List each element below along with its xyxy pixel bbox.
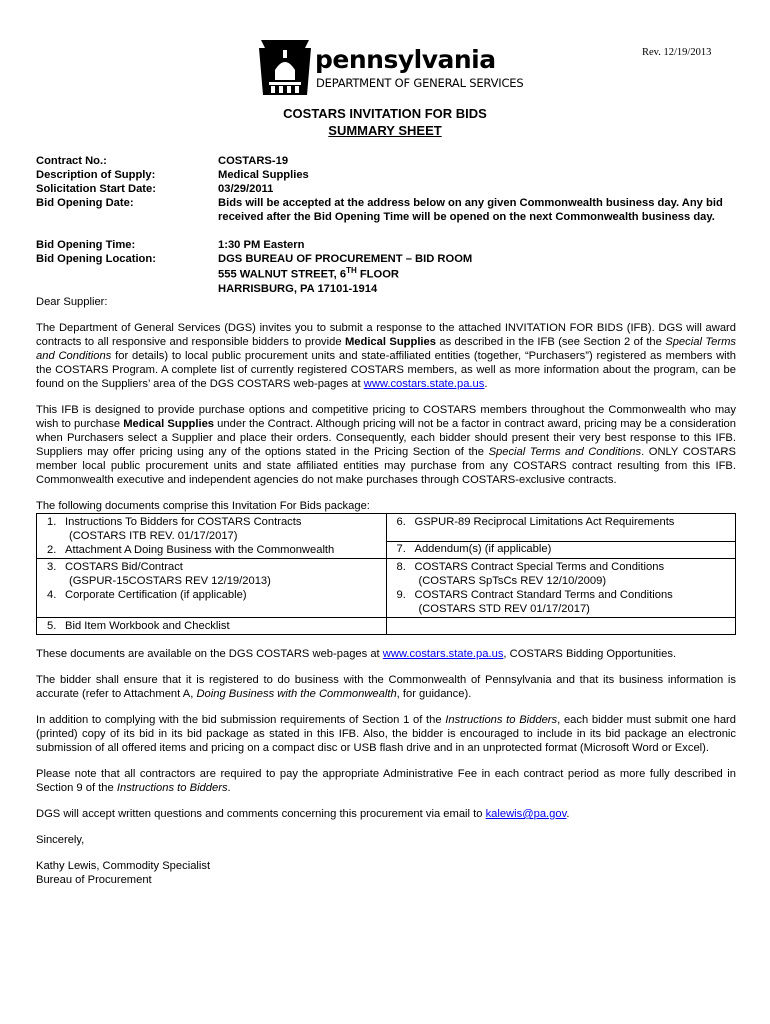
table-cell (37, 618, 387, 635)
item-number: 6. (396, 516, 406, 528)
item-text: Attachment A Doing Business with the Commonwealth (65, 544, 335, 556)
salutation: Dear Supplier: (36, 296, 108, 308)
opening-time-value: 1:30 PM Eastern (218, 239, 305, 251)
text: . (566, 808, 570, 820)
list-item (391, 515, 732, 529)
location-line-2 (218, 266, 736, 282)
paragraph-availability (36, 647, 736, 661)
item-subtext: (COSTARS SpTsCs REV 12/10/2009) (418, 575, 607, 587)
item-subtext: (GSPUR-15COSTARS REV 12/19/2013) (69, 575, 271, 587)
opening-date-label: Bid Opening Date: (36, 197, 134, 209)
table-cell (37, 514, 387, 559)
supply-value: Medical Supplies (218, 169, 309, 181)
paragraph-questions (36, 807, 736, 821)
text: under the Contract. Although pricing will not be a factor in contract award, pricing may be a consideration when Purchasers select a Supplier and place their orders. Consequently, each bidder should present their very best response to this IFB. Suppliers may offer pricing using any of the options stated in the Pricing Section of the (36, 418, 736, 458)
list-item (391, 560, 732, 574)
list-item (391, 588, 732, 602)
text: The Department of General Services (DGS) invites you to submit a response to the attached INVITATION FOR BIDS (IFB). DGS will award contracts to all responsive and responsible bidders to provide (36, 322, 736, 348)
item-number: 8. (396, 561, 406, 573)
item-number: 4. (47, 589, 57, 601)
costars-website-link[interactable]: www.costars.state.pa.us (382, 648, 504, 660)
terms-reference: Special Terms and Conditions (488, 446, 642, 458)
text: , COSTARS Bidding Opportunities. (503, 648, 677, 660)
table-row (37, 559, 736, 618)
start-date-row (36, 182, 736, 196)
letter-body (36, 295, 736, 887)
paragraph-registration (36, 673, 736, 701)
instructions-reference: Instructions to Bidders (445, 714, 558, 726)
text: , for guidance). (396, 688, 472, 700)
logo-department: DEPARTMENT OF GENERAL SERVICES (316, 76, 524, 90)
supply-row (36, 168, 736, 182)
paragraph-submission (36, 713, 736, 755)
list-item (41, 543, 382, 557)
revision-date: Rev. 12/19/2013 (642, 47, 712, 58)
location-label: Bid Opening Location: (36, 253, 156, 265)
text: In addition to complying with the bid submission requirements of Section 1 of the (36, 714, 446, 726)
item-text: Instructions To Bidders for COSTARS Contracts (65, 516, 302, 528)
document-subtitle: SUMMARY SHEET (328, 123, 442, 138)
signature-block (36, 859, 736, 887)
item-subtext: (COSTARS STD REV 01/17/2017) (418, 603, 590, 615)
opening-date-value: Bids will be accepted at the address below on any given Commonwealth business day. Any bid received after the Bid Opening Time will be opened on the next Commonwealth business day. (218, 197, 723, 223)
text: DGS will accept written questions and comments concerning this procurement via email to (36, 808, 486, 820)
location-line-3: HARRISBURG, PA 17101-1914 (218, 282, 378, 295)
table-cell (386, 559, 736, 618)
contract-value: COSTARS-19 (218, 155, 289, 167)
closing: Sincerely, (36, 834, 85, 846)
item-text: COSTARS Contract Special Terms and Conditions (414, 561, 665, 573)
documents-table (36, 513, 736, 635)
location-floor-suffix: TH (346, 266, 357, 275)
attachment-reference: Doing Business with the Commonwealth (196, 688, 397, 700)
table-cell (37, 559, 387, 618)
item-text: GSPUR-89 Reciprocal Limitations Act Requirements (414, 516, 675, 528)
location-street: 555 WALNUT STREET, 6 (218, 268, 347, 281)
location-row (36, 252, 736, 296)
supply-emphasis: Medical Supplies (123, 418, 215, 430)
opening-time-row (36, 238, 736, 252)
item-subtext: (COSTARS ITB REV. 01/17/2017) (69, 530, 238, 542)
table-row (37, 618, 736, 635)
start-date-label: Solicitation Start Date: (36, 183, 156, 195)
contract-label: Contract No.: (36, 155, 107, 167)
signer-bureau: Bureau of Procurement (36, 874, 152, 886)
opening-date-row (36, 196, 736, 224)
text: . (484, 378, 488, 390)
paragraph-fee (36, 767, 736, 795)
supply-label: Description of Supply: (36, 169, 156, 181)
list-item (41, 619, 382, 633)
location-line-1: DGS BUREAU OF PROCUREMENT – BID ROOM (218, 253, 473, 265)
text: , each bidder must submit one hard (printed) copy of its bid in its bid package as stated in this IFB. Also, the bidder is encouraged to include in its bid package an electronic submission of all offered items and pricing on a compact disc or USB flash drive and in an unprotected format (Microsoft Word or Excel). (36, 714, 737, 754)
item-number: 1. (47, 516, 57, 528)
item-number: 7. (396, 543, 406, 555)
supply-emphasis: Medical Supplies (344, 336, 436, 348)
document-title: COSTARS INVITATION FOR BIDS (283, 106, 487, 121)
item-number: 9. (396, 589, 406, 601)
item-text: Corporate Certification (if applicable) (65, 589, 247, 601)
item-text: Bid Item Workbook and Checklist (65, 620, 230, 632)
contract-row (36, 154, 736, 168)
documents-intro: The following documents comprise this Invitation For Bids package: (36, 500, 370, 512)
item-text: Addendum(s) (if applicable) (414, 543, 552, 555)
summary-info (36, 154, 736, 296)
keystone-capitol-icon (255, 40, 315, 95)
text: . ONLY COSTARS member local public procurement units and state affiliated entities may purchase from any COSTARS contract resulting from this IFB. Commonwealth executive and independent agencies do not make purchases through COSTARS-exclusive contracts. (36, 446, 736, 486)
contact-email-link[interactable]: kalewis@pa.gov (485, 808, 567, 820)
item-text: COSTARS Bid/Contract (65, 561, 183, 573)
table-row (37, 514, 736, 559)
text: . (227, 782, 231, 794)
pa-dgs-logo (255, 40, 525, 95)
text: The bidder shall ensure that it is registered to do business with the Commonwealth of Pennsylvania and that its business information is accurate (refer to Attachment A, (36, 674, 736, 700)
text: Please note that all contractors are required to pay the appropriate Administrative Fee in each contract period as more fully described in Section 9 of the (36, 768, 736, 794)
item-text: COSTARS Contract Standard Terms and Conditions (414, 589, 673, 601)
location-value (218, 252, 736, 296)
list-item (41, 588, 382, 602)
paragraph-purpose (36, 403, 736, 487)
list-item (41, 560, 382, 574)
paragraph-intro (36, 321, 736, 391)
opening-time-label: Bid Opening Time: (36, 239, 136, 251)
signer-name: Kathy Lewis, Commodity Specialist (36, 860, 211, 872)
costars-website-link[interactable]: www.costars.state.pa.us (363, 378, 485, 390)
text: as described in the IFB (see Section 2 of the (435, 336, 666, 348)
text: This IFB is designed to provide purchase options and competitive pricing to COSTARS members throughout the Commonwealth who may wish to purchase (36, 404, 736, 430)
instructions-reference: Instructions to Bidders (116, 782, 228, 794)
item-number: 5. (47, 620, 57, 632)
location-floor: FLOOR (356, 268, 399, 281)
text: These documents are available on the DGS COSTARS web-pages at (36, 648, 383, 660)
item-number: 3. (47, 561, 57, 573)
start-date-value: 03/29/2011 (218, 183, 274, 195)
terms-reference: Special Terms and Conditions (36, 336, 736, 362)
table-cell (386, 514, 736, 559)
text: for details) to local public procurement units and state-affiliated entities (together, “Purchasers”) registered as members with the COSTARS Program. A complete list of currently registered COSTARS members, as well as more information about the program, can be found on the Suppliers’ area of the DGS COSTARS web-pages at (36, 350, 737, 390)
table-cell (386, 618, 736, 635)
logo-wordmark: pennsylvania (315, 45, 496, 74)
list-item (41, 515, 382, 529)
list-item (387, 541, 736, 556)
item-number: 2. (47, 544, 57, 556)
